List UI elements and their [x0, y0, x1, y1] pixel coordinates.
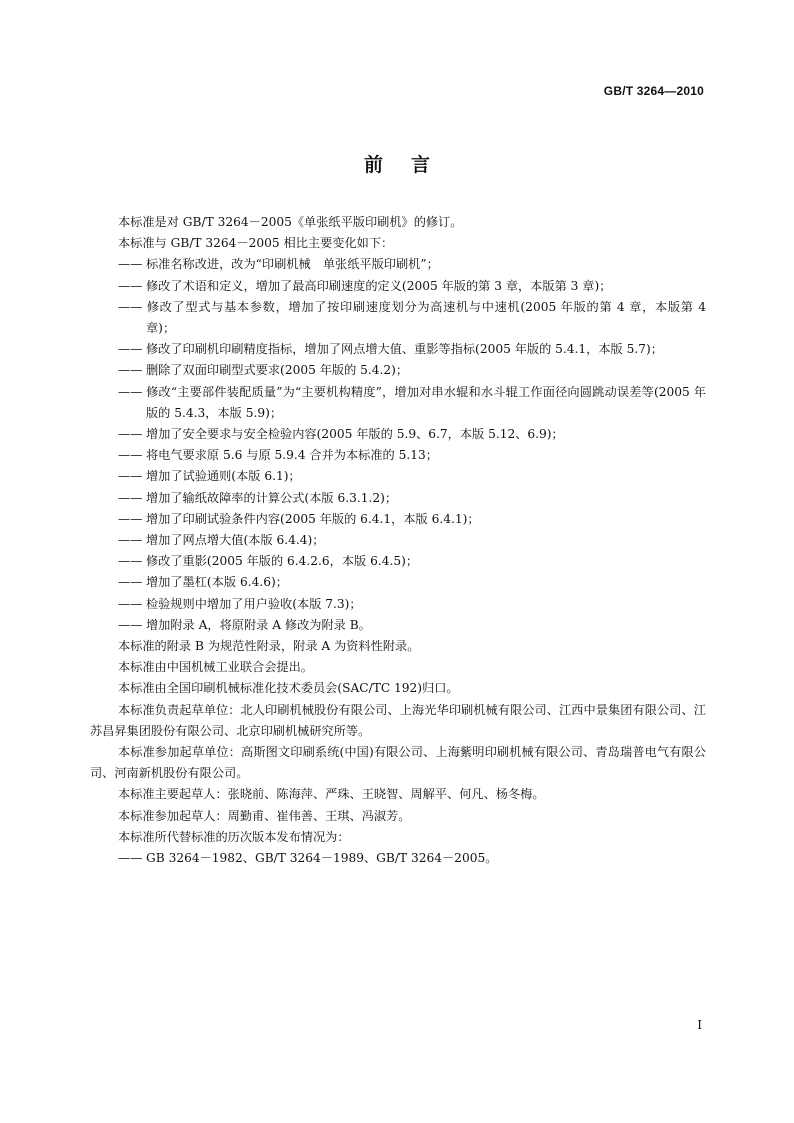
page-number: I: [697, 1018, 702, 1032]
change-item: —— 增加了输纸故障率的计算公式(本版 6.3.1.2)；: [118, 488, 706, 509]
dash-mark: ——: [118, 299, 143, 314]
change-item: —— 增加了试验通则(本版 6.1)；: [118, 466, 706, 487]
document-body: [90, 212, 706, 869]
page-title: 前言: [363, 154, 458, 176]
dash-mark: ——: [118, 511, 143, 526]
change-item: —— 增加了印刷试验条件内容(2005 年版的 6.4.1，本版 6.4.1)；: [118, 509, 706, 530]
dash-mark: ——: [118, 851, 143, 866]
body-paragraph: 本标准由中国机械工业联合会提出。: [118, 660, 313, 675]
body-paragraph: 本标准主要起草人：张晓前、陈海萍、严珠、王晓智、周解平、何凡、杨冬梅。: [118, 787, 545, 802]
body-paragraph: 本标准参加起草人：周勤甫、崔伟善、王琪、冯淑芳。: [118, 808, 411, 823]
change-item: —— 增加了网点增大值(本版 6.4.4)；: [118, 530, 706, 551]
dash-mark: ——: [118, 427, 143, 442]
body-paragraph: 本标准参加起草单位：高斯图文印刷系统(中国)有限公司、上海紫明印刷机械有限公司、青岛瑞普电气有限公司、河南新机股份有限公司。: [90, 745, 706, 781]
intro-paragraph: 本标准是对 GB/T 3264－2005《单张纸平版印刷机》的修订。: [118, 215, 463, 229]
standard-code: GB/T 3264—2010: [603, 84, 704, 98]
body-paragraph: 本标准由全国印刷机械标准化技术委员会(SAC/TC 192)归口。: [118, 681, 459, 696]
dash-mark: ——: [118, 469, 143, 484]
dash-mark: ——: [118, 575, 143, 590]
change-item: —— 修改了印刷机印刷精度指标，增加了网点增大值、重影等指标(2005 年版的 5.4.1，本版 5.7)；: [118, 339, 706, 360]
dash-mark: ——: [118, 363, 143, 378]
dash-mark: ——: [118, 490, 143, 505]
dash-mark: ——: [118, 257, 143, 272]
dash-mark: ——: [118, 596, 143, 611]
body-paragraph: 本标准的附录 B 为规范性附录，附录 A 为资料性附录。: [118, 639, 420, 654]
dash-mark: ——: [118, 554, 143, 569]
dash-mark: ——: [118, 448, 143, 463]
change-item: —— 增加了墨杠(本版 6.4.6)；: [118, 572, 706, 593]
change-item: —— 标准名称改进，改为“印刷机械 单张纸平版印刷机”；: [118, 254, 706, 275]
dash-mark: ——: [118, 278, 143, 293]
change-item: —— 删除了双面印刷型式要求(2005 年版的 5.4.2)；: [118, 360, 706, 381]
intro-paragraph: 本标准与 GB/T 3264－2005 相比主要变化如下：: [118, 236, 394, 251]
body-paragraph: 本标准所代替标准的历次版本发布情况为：: [118, 829, 350, 844]
dash-mark: ——: [118, 384, 143, 399]
history-item: —— GB 3264－1982、GB/T 3264－1989、GB/T 3264－2005。: [118, 848, 706, 869]
change-item: —— 修改了术语和定义，增加了最高印刷速度的定义(2005 年版的第 3 章，本版第 3 章)；: [118, 276, 706, 297]
change-item: —— 增加附录 A，将原附录 A 修改为附录 B。: [118, 615, 706, 636]
body-paragraph: 本标准负责起草单位：北人印刷机械股份有限公司、上海光华印刷机械有限公司、江西中景集团有限公司、江苏昌昇集团股份有限公司、北京印刷机械研究所等。: [90, 702, 706, 738]
change-item: —— 修改了重影(2005 年版的 6.4.2.6，本版 6.4.5)；: [118, 551, 706, 572]
change-item: —— 检验规则中增加了用户验收(本版 7.3)；: [118, 594, 706, 615]
dash-mark: ——: [118, 533, 143, 548]
dash-mark: ——: [118, 617, 143, 632]
change-item: —— 将电气要求原 5.6 与原 5.9.4 合并为本标准的 5.13；: [118, 445, 706, 466]
dash-mark: ——: [118, 342, 143, 357]
change-item: —— 修改了型式与基本参数，增加了按印刷速度划分为高速机与中速机(2005 年版的第 4 章，本版第 4 章)；: [118, 297, 706, 339]
change-item: —— 增加了安全要求与安全检验内容(2005 年版的 5.9、6.7，本版 5.12、6.9)；: [118, 424, 706, 445]
change-item: —— 修改“主要部件装配质量”为“主要机构精度”，增加对串水辊和水斗辊工作面径向圆跳动误差等(2005 年版的 5.4.3，本版 5.9)；: [118, 382, 706, 424]
